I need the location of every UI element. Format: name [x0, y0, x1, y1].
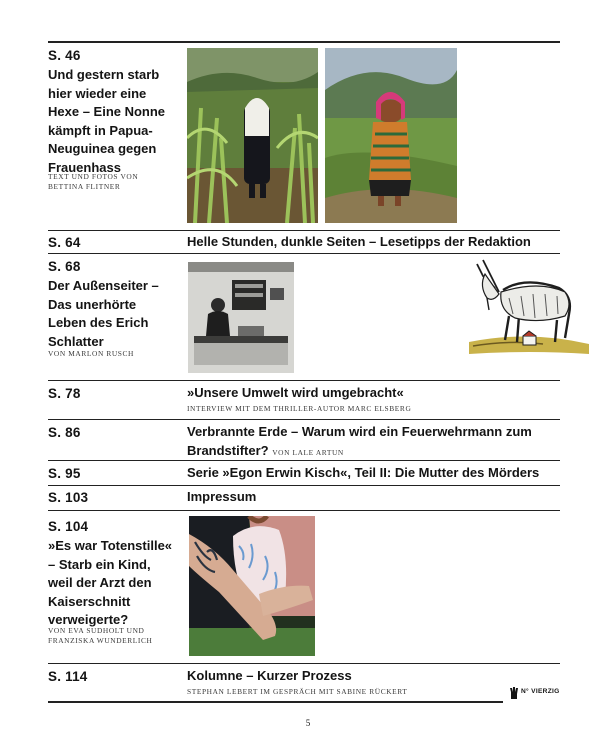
entry-title[interactable]: »Unsere Umwelt wird umgebracht«	[187, 385, 404, 400]
hand-icon	[509, 686, 519, 700]
goat-illustration[interactable]	[469, 250, 589, 360]
divider	[48, 485, 560, 486]
entry-byline: VON MARLON RUSCH	[48, 349, 134, 358]
entry-title[interactable]: Kolumne – Kurzer Prozess	[187, 668, 352, 683]
divider	[48, 510, 560, 511]
brand-label: N° VIERZIG	[521, 688, 560, 695]
entry-title-text: Verbrannte Erde – Warum wird ein Feuerwehrmann zum Brandstifter?	[187, 424, 532, 458]
entry-page-number: S. 95	[48, 466, 81, 481]
divider	[48, 419, 560, 420]
divider	[48, 460, 560, 461]
entry-title[interactable]: Der Außenseiter – Das unerhörte Leben des Erich Schlatter	[48, 278, 159, 349]
entry-page-number: S. 46	[48, 48, 81, 63]
divider	[48, 380, 560, 381]
entry-byline: VON EVA SUDHOLT UND FRANZISKA WUNDERLICH	[48, 626, 153, 645]
top-rule	[48, 41, 560, 43]
office-photo[interactable]	[188, 262, 294, 373]
entry-title[interactable]: Helle Stunden, dunkle Seiten – Lesetipps der Redaktion	[187, 234, 531, 249]
entry-page-number: S. 103	[48, 490, 89, 505]
entry-title[interactable]	[187, 423, 560, 462]
entry-page-number: S. 64	[48, 235, 81, 250]
entry-page-number: S. 114	[48, 669, 88, 684]
entry-page-number: S. 68	[48, 259, 81, 274]
divider	[48, 230, 560, 231]
woman-photo[interactable]	[325, 48, 457, 223]
magazine-brand	[509, 686, 569, 702]
entry-page-number: S. 86	[48, 425, 81, 440]
page-number: 5	[305, 718, 311, 728]
entry-byline: TEXT UND FOTOS VON BETTINA FLITNER	[48, 172, 139, 191]
nun-photo[interactable]	[187, 48, 318, 223]
bottom-rule	[48, 701, 503, 703]
entry-title[interactable]: Und gestern starb hier wieder eine Hexe – Eine Nonne kämpft in Papua-Neuguinea gegen Frauenhass	[48, 67, 166, 175]
divider	[48, 663, 560, 664]
entry-byline: STEPHAN LEBERT IM GESPRÄCH MIT SABINE RÜCKERT	[187, 687, 408, 696]
entry-page-number: S. 104	[48, 519, 89, 534]
entry-title[interactable]: Serie »Egon Erwin Kisch«, Teil II: Die Mutter des Mörders	[187, 465, 540, 480]
entry-title[interactable]: »Es war Totenstille« – Starb ein Kind, weil der Arzt den Kaiserschnitt verweigerte?	[48, 538, 173, 627]
entry-page-number: S. 78	[48, 386, 81, 401]
entry-byline: INTERVIEW MIT DEM THRILLER-AUTOR MARC ELSBERG	[187, 404, 412, 413]
embrace-photo[interactable]	[189, 516, 315, 656]
entry-title[interactable]: Impressum	[187, 489, 257, 504]
entry-byline: VON LALE ARTUN	[272, 447, 344, 457]
